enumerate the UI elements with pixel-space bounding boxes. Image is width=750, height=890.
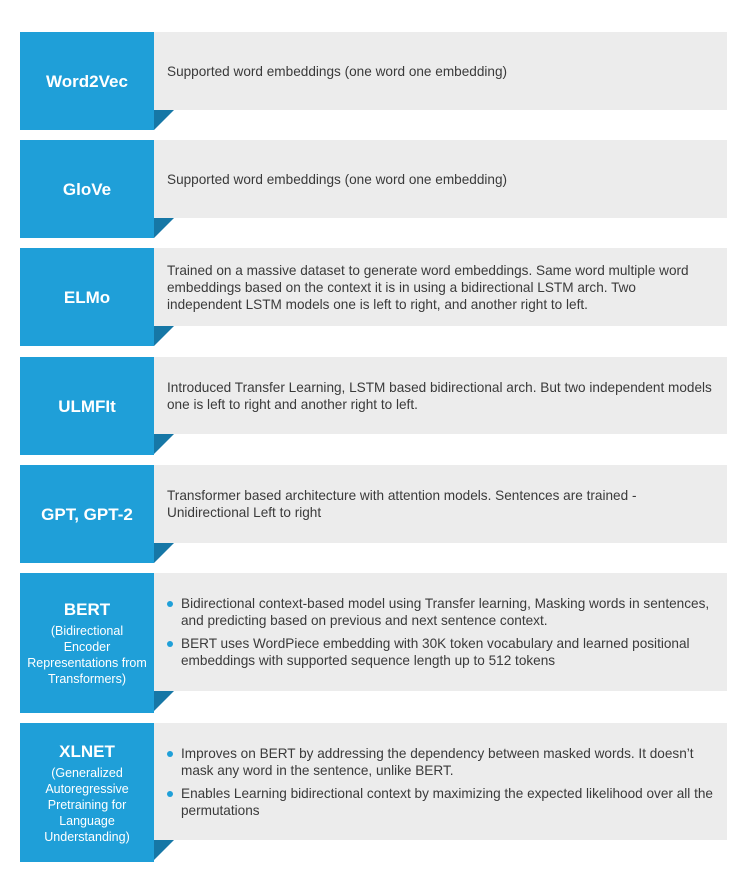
model-label-bert <box>20 573 154 713</box>
model-name: ELMo <box>63 287 111 307</box>
bullet-text: BERT uses WordPiece embedding with 30K token vocabulary and learned positional embeddings with supported sequence length up to 512 tokens <box>181 636 690 668</box>
bullet-text: Improves on BERT by addressing the dependency between masked words. It doesn’t mask any word in the sentence, unlike BERT. <box>181 745 694 778</box>
description-bullet-list <box>167 589 713 675</box>
description-bullet <box>167 595 713 629</box>
ribbon-fold-icon <box>154 218 174 238</box>
bullet-dot-icon <box>167 791 173 797</box>
model-subtitle: (Bidirectional Encoder Representations from Transformers) <box>27 624 147 686</box>
model-row-glove <box>20 140 727 238</box>
model-label-elmo <box>20 248 154 346</box>
model-description-box-elmo <box>154 248 727 326</box>
model-label-gpt-gpt-2 <box>20 465 154 563</box>
model-name: GPT, GPT-2 <box>41 504 133 524</box>
bullet-dot-icon <box>167 641 173 647</box>
bullet-text: Enables Learning bidirectional context by maximizing the expected likelihood over all the permutations <box>181 785 713 818</box>
bullet-dot-icon <box>167 601 173 607</box>
model-description-box-bert <box>154 573 727 691</box>
model-name: BERT <box>63 600 111 619</box>
ribbon-fold-icon <box>154 434 174 454</box>
ribbon-fold-icon <box>154 543 174 563</box>
ribbon-fold-icon <box>154 840 174 860</box>
ribbon-fold-icon <box>154 691 174 711</box>
model-subtitle: (Generalized Autoregressive Pretraining for Language Understanding) <box>44 765 130 844</box>
model-description-box-ulmfit <box>154 357 727 434</box>
model-description: Trained on a massive dataset to generate word embeddings. Same word multiple word embeddings based on the context it is in using a bidirectional LSTM arch. Two independent LSTM models one is left to right, and another right to left. <box>167 262 689 312</box>
model-description-box-xlnet <box>154 723 727 840</box>
model-row-ulmfit <box>20 357 727 455</box>
model-row-elmo <box>20 248 727 346</box>
model-row-gpt-gpt-2 <box>20 465 727 563</box>
model-description-box-word2vec <box>154 32 727 110</box>
model-description: Supported word embeddings (one word one embedding) <box>167 63 508 79</box>
model-name: Word2Vec <box>46 71 128 91</box>
bullet-dot-icon <box>167 751 173 757</box>
model-description-box-glove <box>154 140 727 218</box>
model-label-xlnet <box>20 723 154 862</box>
bullet-text: Bidirectional context-based model using Transfer learning, Masking words in sentences, and predicting based on previous and next sentence context. <box>181 596 710 628</box>
model-name: XLNET <box>59 741 115 761</box>
description-bullet <box>167 745 713 779</box>
ribbon-fold-icon <box>154 326 174 346</box>
model-row-word2vec <box>20 32 727 130</box>
model-row-bert <box>20 573 727 713</box>
model-label-ulmfit <box>20 357 154 455</box>
model-name: ULMFIt <box>58 396 116 416</box>
model-description: Transformer based architecture with attention models. Sentences are trained - Unidirectional Left to right <box>167 488 637 520</box>
ribbon-fold-icon <box>154 110 174 130</box>
description-bullet <box>167 785 713 819</box>
description-bullet-list <box>167 739 713 825</box>
model-label-word2vec <box>20 32 154 130</box>
model-name: GloVe <box>62 179 112 199</box>
model-row-xlnet <box>20 723 727 862</box>
model-description: Introduced Transfer Learning, LSTM based bidirectional arch. But two independent models one is left to right and another right to left. <box>167 379 712 412</box>
model-description: Supported word embeddings (one word one embedding) <box>167 171 508 187</box>
description-bullet <box>167 635 713 669</box>
model-description-box-gpt-gpt-2 <box>154 465 727 543</box>
model-label-glove <box>20 140 154 238</box>
